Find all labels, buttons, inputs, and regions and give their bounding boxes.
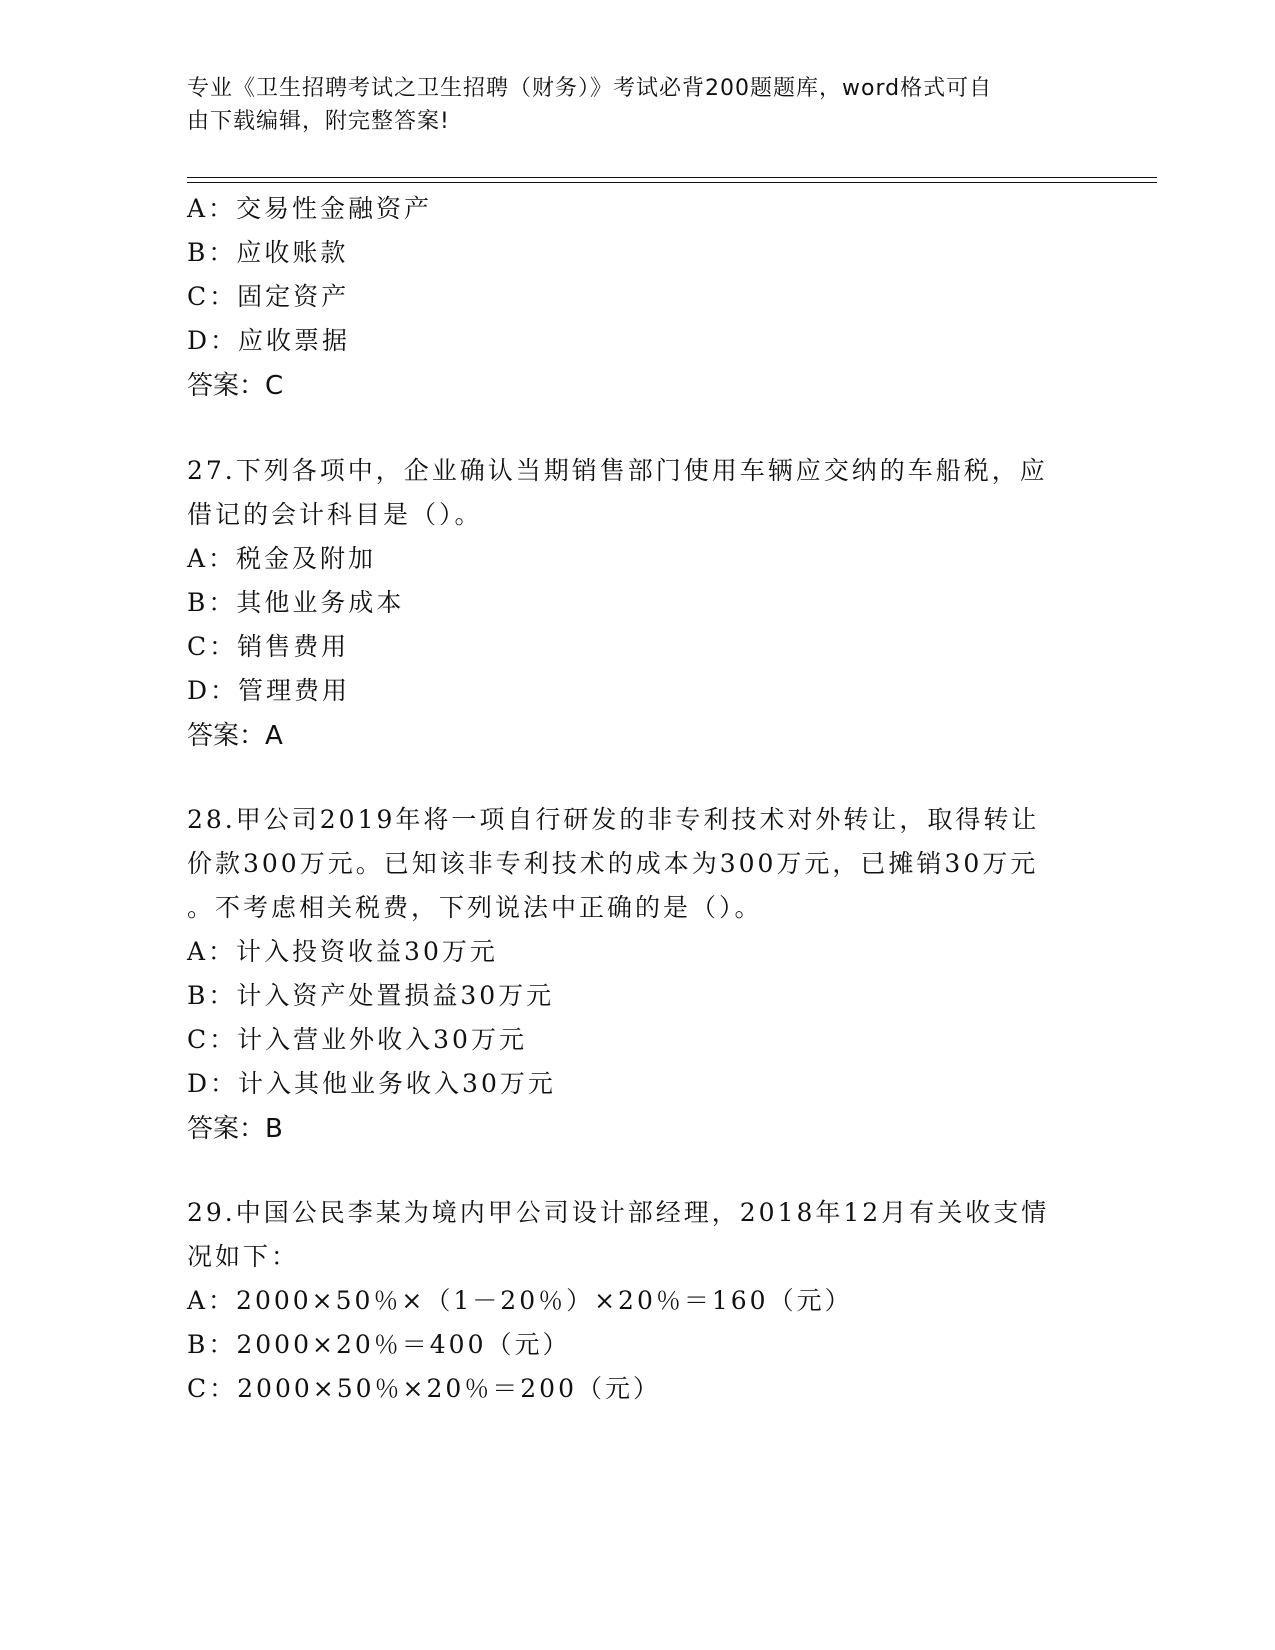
q27-answer: 答案：A (187, 721, 283, 751)
header-divider-bottom (187, 182, 1157, 183)
q27-option-c: C：销售费用 (187, 632, 350, 661)
q26-option-d: D：应收票据 (187, 326, 351, 355)
q27-option-d: D：管理费用 (187, 676, 351, 705)
q28-stem-line-3: 。不考虑相关税费，下列说法中正确的是（）。 (187, 893, 763, 922)
document-header (187, 72, 1067, 138)
q27-stem-line-2: 借记的会计科目是（）。 (187, 500, 483, 529)
q26-answer: 答案：C (187, 371, 284, 401)
header-divider-top (187, 177, 1157, 178)
header-line-2: 由下载编辑，附完整答案! (187, 109, 450, 134)
q26-option-b: B：应收账款 (187, 238, 349, 267)
q28-stem-line-2: 价款300万元。已知该非专利技术的成本为300万元，已摊销30万元 (187, 849, 1039, 878)
q28-option-c: C：计入营业外收入30万元 (187, 1025, 527, 1054)
q28-option-d: D：计入其他业务收入30万元 (187, 1069, 556, 1098)
q27-option-a: A：税金及附加 (187, 544, 377, 573)
q29-stem-line-2: 况如下： (187, 1242, 300, 1271)
q26-option-c: C：固定资产 (187, 282, 350, 311)
q27-option-b: B：其他业务成本 (187, 588, 405, 617)
q28-stem-line-1: 28.甲公司2019年将一项自行研发的非专利技术对外转让，取得转让 (187, 805, 1040, 834)
q27-stem-line-1: 27.下列各项中，企业确认当期销售部门使用车辆应交纳的车船税，应 (187, 456, 1048, 485)
q29-option-a: A：2000×50％×（1－20％）×20％＝160（元） (187, 1286, 853, 1315)
q26-option-a: A：交易性金融资产 (187, 194, 433, 223)
q29-option-b: B：2000×20％＝400（元） (187, 1330, 571, 1359)
q28-option-a: A：计入投资收益30万元 (187, 937, 498, 966)
header-line-1: 专业《卫生招聘考试之卫生招聘（财务）》考试必背200题题库，word格式可自 (187, 76, 993, 101)
q29-stem-line-1: 29.中国公民李某为境内甲公司设计部经理，2018年12月有关收支情 (187, 1198, 1050, 1227)
q28-answer: 答案：B (187, 1114, 283, 1144)
q29-option-c: C：2000×50％×20％＝200（元） (187, 1374, 661, 1403)
q28-option-b: B：计入资产处置损益30万元 (187, 981, 555, 1010)
